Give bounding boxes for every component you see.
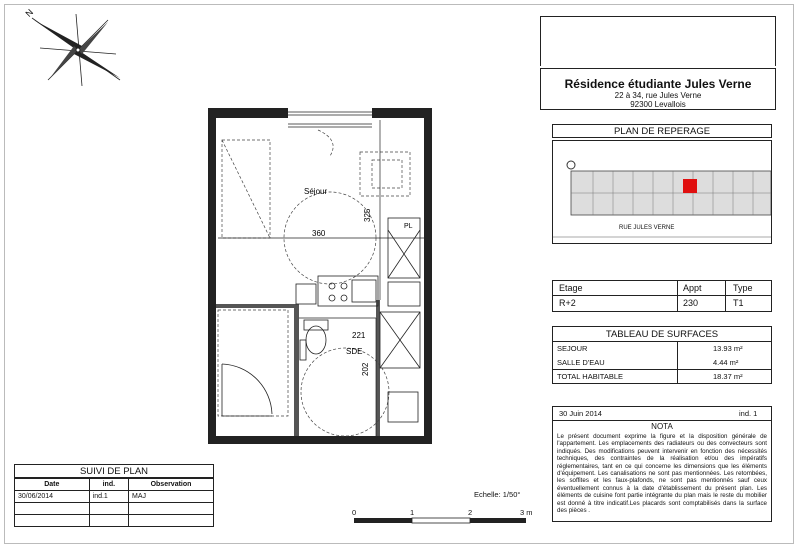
- suivi-header-observation: Observation: [129, 479, 214, 491]
- unit-value-type: T1: [733, 298, 744, 308]
- residence-name: Résidence étudiante Jules Verne: [564, 77, 752, 91]
- suivi-table: [14, 478, 214, 527]
- unit-value-appt: 230: [683, 298, 699, 308]
- suivi-date: 30/06/2014: [15, 491, 90, 503]
- scale-tick-2: 2: [468, 508, 473, 517]
- surface-value-sde: 4.44 m²: [713, 358, 739, 367]
- nota-block: [552, 406, 772, 522]
- header-blank: [540, 16, 776, 66]
- pl-label: PL: [404, 223, 413, 230]
- room-label-sejour: Séjour: [304, 187, 328, 196]
- dim-sejour-width: 360: [312, 229, 326, 238]
- scale-tick-1: 1: [410, 508, 415, 517]
- suivi-observation: MAJ: [129, 491, 214, 503]
- scale-bar: [350, 510, 530, 540]
- suivi-empty-4: [15, 515, 90, 527]
- surfaces-divider: [553, 341, 771, 342]
- surfaces-table: [552, 326, 772, 384]
- dim-sejour-height: 325: [363, 208, 372, 222]
- revision-index: ind. 1: [739, 409, 758, 418]
- dim-sde-width: 221: [352, 331, 366, 340]
- unit-header-etage: Etage: [559, 283, 583, 293]
- suivi-empty-3: [129, 503, 214, 515]
- street-label: RUE JULES VERNE: [619, 225, 675, 231]
- suivi-title: SUIVI DE PLAN: [79, 466, 149, 477]
- suivi-ind: ind.1: [89, 491, 128, 503]
- unit-value-etage: R+2: [559, 298, 576, 308]
- surface-label-sde: SALLE D'EAU: [557, 358, 605, 367]
- nota-text: Le présent document exprime la figure et la disposition générale de l'appartement. Les emplacements des radiateurs ou des convecteurs sont indiqués. Des modifications peuvent intervenir en fonction des nécessités techniques, des contraintes de la réalisation et/ou des impératifs réglementaires, tant en ce qui concerne les dimensions que les éléments d'équipement. Les canalisations ne sont pas mentionnées. Les retombées, les soffites et les faux-plafonds, ne sont pas mentionnés sauf ceux éventuellement connus à la date d'établissement du présent plan. Les éléments de cuisine font partie intégrante du plan mais le reste du mobilier est donné à titre indicatif.Les placards sont comptabilisés dans la surface des pièces .: [557, 433, 767, 515]
- unit-table: [552, 280, 772, 312]
- unit-header-appt: Appt: [683, 283, 702, 293]
- scale-tick-0: 0: [352, 508, 357, 517]
- residence-address-1: 22 à 34, rue Jules Verne: [614, 91, 702, 100]
- surface-label-total: TOTAL HABITABLE: [557, 372, 623, 381]
- surfaces-total-divider: [553, 369, 771, 370]
- room-label-sde: SDE: [346, 347, 363, 356]
- dim-sde-height: 202: [361, 362, 370, 376]
- nota-divider: [553, 420, 771, 421]
- revision-date: 30 Juin 2014: [559, 409, 602, 418]
- unit-divider: [553, 295, 771, 296]
- unit-header-type: Type: [733, 283, 753, 293]
- suivi-empty-1: [15, 503, 90, 515]
- north-label: N: [23, 7, 36, 19]
- residence-address-2: 92300 Levallois: [630, 100, 686, 109]
- suivi-empty-2: [89, 503, 128, 515]
- scale-tick-3: 3 m: [520, 508, 533, 517]
- surface-label-sejour: SEJOUR: [557, 344, 588, 353]
- unit-divider-v2: [725, 281, 726, 311]
- nota-title: NOTA: [651, 422, 673, 431]
- unit-highlight: [683, 179, 697, 193]
- suivi-header-ind: ind.: [89, 479, 128, 491]
- suivi-empty-6: [129, 515, 214, 527]
- plan-reperage-map: [552, 140, 772, 244]
- surfaces-title: TABLEAU DE SURFACES: [605, 329, 719, 340]
- residence-block: [540, 68, 776, 110]
- suivi-title-box: [14, 464, 214, 478]
- scale-label: Echelle: 1/50°: [474, 490, 521, 499]
- surface-value-sejour: 13.93 m²: [713, 344, 743, 353]
- suivi-header-date: Date: [15, 479, 90, 491]
- suivi-empty-5: [89, 515, 128, 527]
- surfaces-col-divider: [677, 341, 678, 383]
- surface-value-total: 18.37 m²: [713, 372, 743, 381]
- unit-divider-v1: [677, 281, 678, 311]
- plan-reperage-title: PLAN DE REPERAGE: [552, 124, 772, 138]
